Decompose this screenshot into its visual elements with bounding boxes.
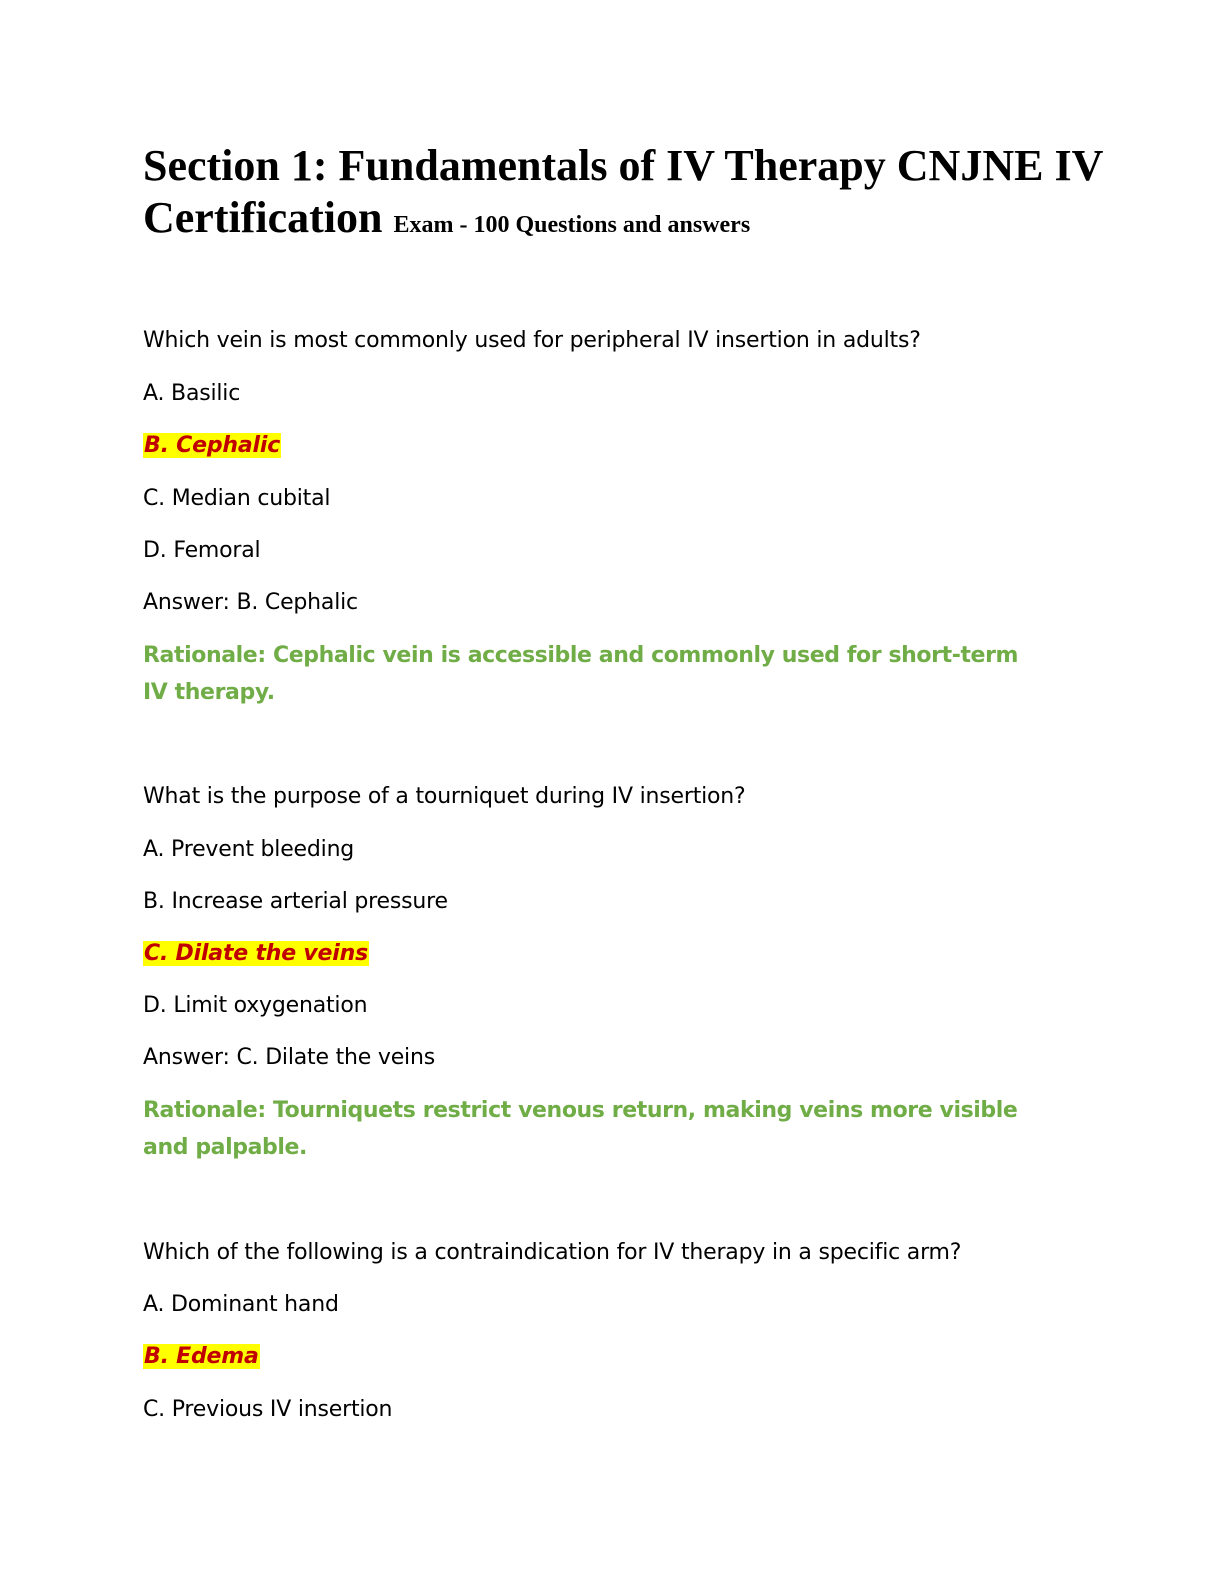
question-1-option-b-correct [143,427,281,464]
question-2-rationale: Rationale: Tourniquets restrict venous return, making veins more visible and palpable. [143,1098,1018,1160]
question-1-rationale: Rationale: Cephalic vein is accessible and commonly used for short-term IV therapy. [143,643,1019,705]
correct-answer-highlight: B. Edema [144,1344,259,1369]
title-subtitle: Exam - 100 Questions and answers [393,212,751,238]
correct-answer-highlight: B. Cephalic [144,433,281,458]
title-main: Section 1: Fundamentals of IV Therapy CNJNE IV Certification [143,141,1103,242]
question-3-option-b-correct [143,1338,260,1375]
question-1-option-d: D. Femoral [143,538,261,563]
question-2-text: What is the purpose of a tourniquet during IV insertion? [143,784,746,809]
question-1-text: Which vein is most commonly used for peripheral IV insertion in adults? [143,328,921,353]
question-2-option-a: A. Prevent bleeding [143,837,355,862]
question-1-option-c: C. Median cubital [143,486,331,511]
question-3-text: Which of the following is a contraindication for IV therapy in a specific arm? [143,1240,962,1265]
question-1-answer: Answer: B. Cephalic [143,590,358,615]
question-3-option-a: A. Dominant hand [143,1292,339,1317]
question-1-option-a: A. Basilic [143,381,241,406]
question-3-option-c: C. Previous IV insertion [143,1397,393,1422]
question-2-option-c-correct [143,935,369,972]
question-2-option-d: D. Limit oxygenation [143,993,368,1018]
question-2-option-b: B. Increase arterial pressure [143,889,448,914]
document-title [143,140,1103,251]
correct-answer-highlight: C. Dilate the veins [144,941,368,966]
question-2-answer: Answer: C. Dilate the veins [143,1045,435,1070]
